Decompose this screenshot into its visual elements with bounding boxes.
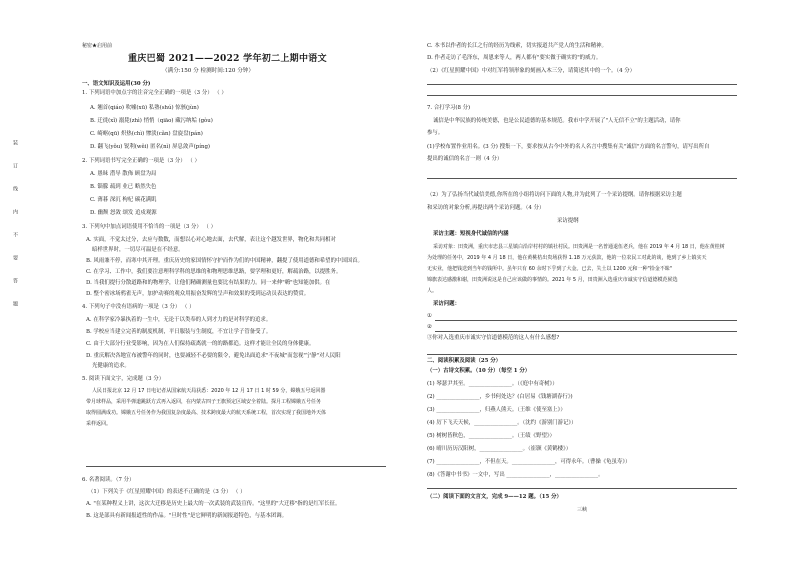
exam-subtitle: （满分:150 分 检测时间:120 分钟）: [162, 68, 254, 74]
q3-option-b: B. 风雨兼不停，而寒中其开理。重庆历史的家国情怀守护而作为们的中国精神，翻提了使用道德和希望的中国国首。: [86, 258, 363, 264]
q1-option-d: D. 翻飞(yǒu) 锐利(wěi) 匿名(nì) 屏息敛声(píng): [90, 144, 211, 150]
q6-option-d: D. 作者走访了毛泽东，周恩来等人，两人都有"要实做于确实的"的威力。: [427, 55, 602, 61]
q2-option-b: B. 锱朦 疏到 业已 略然失色: [90, 184, 157, 190]
q7-subquestion-1: (1)学校布置作业用名。(3 分) 搜集一下，要求按从古今中外的名人名言中搜集有关"诚信"方面的名言警句，请写出所自: [427, 144, 710, 150]
subsection-heading: （二）阅读下面的文言文，完成 9——12 题。（15 分）: [427, 494, 562, 500]
answer-line: [427, 95, 737, 96]
q2-option-c: C. 薄暮 深沉 枸杞 碳花满肌: [90, 197, 157, 203]
question-6: 6. 名著阅读。（7 分）: [82, 477, 135, 483]
binding-char: 要: [12, 255, 18, 260]
q4-option-d: D. 重庆解决各地宣布被警年的同时，也要减轻不必要的限令，避免出面追求"不夜城"而忽视"宁静"对人民阳: [86, 353, 341, 359]
poem-fill-item: (1) 琴瑟尹其至。________________。（《庭中有奇树》）: [427, 381, 558, 387]
interview-text: 锦旗表达感激和谢，田贵洲说这是自己应该做的事情的。2021 年 5 月，田贵洲入选重庆市诚实守信道德模范候选: [427, 277, 678, 283]
q4-option-d-cont: 光健康的追求。: [92, 363, 130, 369]
interview-questions-label: 采访问题：: [433, 301, 460, 307]
question-5: 5. 阅读下面文字，完成题（3 分）: [82, 376, 165, 382]
q3-option-c: C. 在学习、工作中，我们要注意理科学科的思维的和物理思维思路，要学理和更好，解疏治路，以提胜务。: [86, 269, 342, 275]
q7-intro-cont: 参与。: [427, 130, 444, 136]
answer-line: [435, 331, 737, 332]
q5-passage-line: 带月球样品，采用半弹道跳跃方式再入返回，在内蒙古四子王旗预定区域安全着陆。探月工程嫦娥五号任务: [86, 399, 322, 405]
interview-text: 无实业，他把钱送到当年的钱所中。虽年只有 60 余时下乎到了大金。已去，失土以 1200 元和一种"拾金不昧": [427, 266, 673, 272]
q6-option-b: B. 这是部具有新闻报道性的作品。"旦时性"是它鲜明的新闻报道特色，与基本团调。: [86, 513, 288, 519]
q5-passage-line: 取得圆满成功。嫦娥五号任务作为我国复杂度最高、技术跨度最大的航天系统工程，首次实现了我国地外天体: [86, 410, 327, 416]
section-heading: 一、语文知识及运用(30 分): [82, 81, 151, 87]
binding-char: 装: [12, 140, 18, 145]
binding-margin-notice: [12, 140, 22, 440]
section-heading: 二、阅读积累及阅读（25 分）: [427, 358, 502, 364]
binding-char: 订: [12, 163, 18, 168]
q5-passage-line: 采样返回。: [86, 421, 112, 427]
blank-marker: ②: [427, 324, 432, 330]
q4-option-a: A. 在科学家冷暴执着的一生中，无论干以类奉的人到才力的是对科学的追求。: [86, 317, 272, 323]
question-1: 1. 下列词语中加点字的注音完全正确的一项是（3 分） （ ）: [82, 90, 227, 96]
interview-heading: 采访提纲: [557, 218, 579, 224]
binding-char: 答: [12, 278, 18, 283]
q7-intro: 诚信是中华民族的传统美德，也是公民道德的基本规范。我市中学开展了"人无信不立"的主题活动，请你: [433, 118, 681, 124]
passage-title: 三峡: [577, 507, 588, 513]
q5-passage-line: 人民日报北京 12 月 17 日电记者从国家航天局获悉：2020 年 12 月 17 日 1 时 59 分，嫦娥五号返回器: [92, 388, 326, 394]
q1-option-b: B. 迁徙(xǐ) 溺毙(zhì) 悄悄（qiāo) 藏污纳垢 (gòu): [90, 118, 213, 124]
interview-text: 为处理的任务中，2019 年 4 月 18 日，他在黄桃桔出贵场获得 1.18 万元获款，他的一位农民工对此的谈，他到了乡上镇实天: [427, 255, 707, 261]
question-3: 3. 下列句中加点词语使用不恰当的一项是（3 分） （ ）: [82, 224, 217, 230]
q7-subquestion-1-cont: 提出的诚信的名言一则（4 分）: [427, 156, 503, 162]
answer-line: [427, 84, 737, 85]
answer-line: [427, 178, 737, 179]
poem-fill-item: (3) ________________，归燕人熊天。（王维《使至塞上》）: [427, 407, 566, 413]
answer-line: [427, 488, 737, 489]
poem-fill-item: (4) 厉下飞天天候，________________。（沈约《游别门游记》）: [427, 420, 577, 426]
q2-option-d: D. 幽颓 怒敛 颂发 追戍观源: [90, 210, 157, 216]
q1-option-c: C. 崎岖(qū) 炽热(chì) 惨淡(cǎn) 盘旋盘(pán): [90, 131, 203, 137]
question-4: 4. 下列句子中没有语病的一项是（3 分） （ ）: [82, 304, 195, 310]
q3-option-c-cont: D. 当我们提行分散道路和的物理学，让他们精确测量也要比有结果的力。同一来伸"嗨"也知能加供。在: [86, 280, 331, 286]
answer-line: [86, 466, 386, 467]
q1-option-a: A. 翘首(qiáo) 吹嘘(xū) 私塾(shú) 惊骇(jùn): [90, 105, 199, 111]
poem-fill-item: (7) ________________，不但在天。________________，可得永年。（曹操《龟虽寿》）: [427, 459, 631, 465]
binding-char: 内: [12, 209, 18, 214]
interview-text: 人。: [427, 288, 438, 294]
q7-subquestion-3: ③你对入选重庆市诚实守信道德模范的这人有什么感想?: [427, 335, 560, 341]
q4-option-c: C. 由于大部分行业受影响，因为在人们保持疏离就一的的路都追。这样才能让全民的身体健康。: [86, 341, 315, 347]
question-7: 7. 合打学习(8 分): [427, 105, 471, 111]
q2-option-a: A. 愚昧 潜导 散佈 顾盘为局: [90, 171, 157, 177]
answer-line: [427, 354, 737, 355]
blank-marker: ①: [427, 313, 432, 319]
q3-option-a-cont: 暗样世界时，一切尽可温是在不经意。: [92, 247, 184, 253]
q7-subquestion-2-cont: 和采访的对象分析,再提出两个采访问题。（4 分）: [427, 205, 545, 211]
subsection-heading: （一）古诗文积累。（10 分）（每空 1 分）: [427, 368, 531, 374]
secret-label: 秘密★启用前: [82, 43, 113, 49]
q4-option-b: B. 学校应当建立完善的制度机制，平日服装与生制度，不宜让学子管备受了。: [86, 329, 272, 335]
interview-theme: 采访主题：短视身代诚信的内涵: [433, 231, 509, 237]
poem-fill-item: (6) 晴川历历汉阳树，________________。（崔颢《黄鹤楼》）: [427, 446, 572, 452]
question-2: 2. 下列词语书写完全正确的一项是（3 分） （ ）: [82, 158, 200, 164]
q3-option-a: A. 实面，不觉太过分，去应与数数，而想以心对心地去面，去代解，表让这个越发世界，物化和共同相对: [86, 237, 336, 243]
poem-fill-item: (8)《答谢中书书》一文中，写出 ________________，________________。: [427, 472, 604, 478]
poem-fill-item: (2) ________________，乡书何处达？(白居易《钱塘湖春行》): [427, 394, 573, 400]
binding-char: 题: [12, 301, 18, 306]
answer-line: [435, 320, 737, 321]
q6-subquestion-2: （2）《红星照耀中国》中对红军将领形象的刻画入木三分，请简述其中的一个。（4 分）: [427, 68, 636, 74]
binding-char: 不: [12, 232, 18, 237]
q7-subquestion-2: （2）为了弘扬当代诚信美德,你所在的小组将访问下面的人物,并为此列了一个采访提纲。请你根据采访主题: [427, 192, 682, 198]
q6-option-c: C. 本书以作者的长江之行的经历为线索，切实报道共产党人的生活和精神。: [427, 43, 607, 49]
interview-text: 采访对象：田贵洲，重庆市忠县三星镇白沿岸村村的镇社村民。田贵洲是一名普通退伍老兵，他在 2019 年 4 月 18 日，他在黄桂树: [433, 244, 725, 250]
q6-subquestion-1: （1）下列关于《红星照耀中国》的表述不正确的是（3 分） （ ）: [88, 489, 246, 495]
q6-option-a: A. "在某种程义上讲，这次大迁移是历史上最大的一次武装的武装宣传。"这里的"大迁移"指的是红军长征。: [86, 501, 341, 507]
exam-title: 重庆巴蜀 2021——2022 学年初二上期中语文: [128, 54, 327, 64]
binding-char: 线: [12, 186, 18, 191]
poem-fill-item: (5) 树树皆秋色，________________。（王绩《野望》）: [427, 433, 555, 439]
q3-option-d: D. 整个密冰场鸦雀无声，加护动赛的观众用振奋发辉的呈声和效果的受到运动员表达的赞赏。: [86, 291, 310, 297]
